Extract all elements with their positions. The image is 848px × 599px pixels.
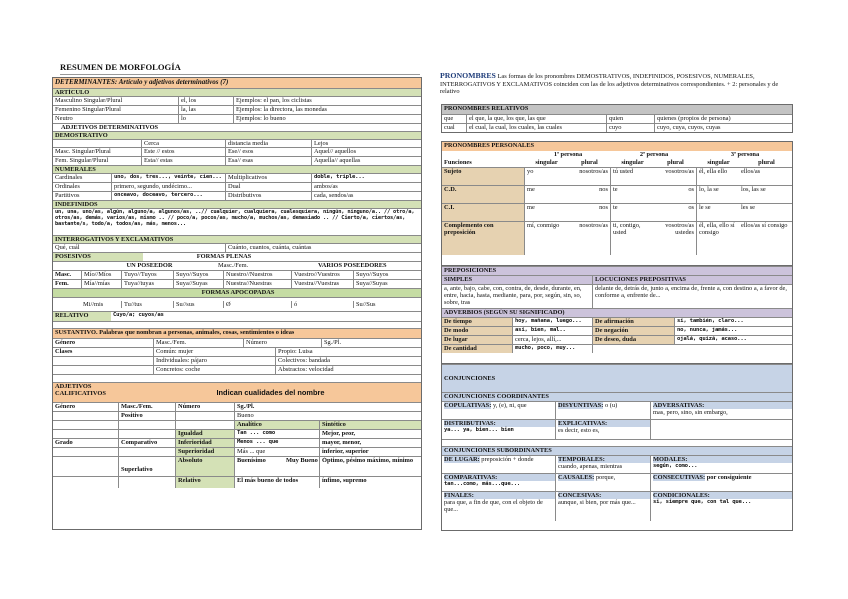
left-column bbox=[52, 77, 422, 530]
subordinantes-row: COMPARATIVAS: tan...como, más...que... CAUSALES: porque, CONSECUTIVAS: por consiguiente bbox=[442, 473, 792, 491]
interrogativos-row: Qué, cuál Cuánto, cuantos, cuánta, cuántas bbox=[53, 243, 421, 252]
numerales-row: Partitivos onceavo, doceavo, tercero... Distributivos cada, sendos/as bbox=[53, 191, 421, 200]
articulo-row: Masculino Singular/Plural el, los Ejemplos: el pan, los ciclistas bbox=[53, 96, 421, 105]
adverbios-row: De cantidad mucho, poco, muy... bbox=[442, 344, 792, 353]
sustantivo-clases-row: Clases Común: mujer Propio: Luisa bbox=[53, 347, 421, 356]
indefinidos-header: INDEFINIDOS bbox=[53, 200, 421, 208]
adverbios-row: De modo así, bien, mal.. De negación no, nunca, jamás... bbox=[442, 326, 792, 335]
apocopadas-row: Mi//mis Tu//tus Su//sus Ø ó Su//Sus bbox=[53, 297, 421, 311]
personales-table bbox=[441, 141, 793, 266]
spacer bbox=[53, 321, 421, 328]
coordinantes-row: COPULATIVAS: y, (e), ni, que DISYUNTIVAS: o (u) ADVERSATIVAS: mas, pero, sino, sin embargo, bbox=[442, 401, 792, 419]
preposiciones-header: PREPOSICIONES bbox=[442, 266, 792, 275]
preposiciones-table bbox=[441, 266, 793, 364]
posesivos-masc-row: Masc. Mío//Míos Tuyo//Tuyos Suyo//Suyos Nuestro//Nuestros Vuestro//Vuestros Suyo//Suyos bbox=[53, 270, 421, 279]
sustantivo-clases-row: Individuales: pájaro Colectivos: bandada bbox=[53, 356, 421, 365]
personales-header: PRONOMBRES PERSONALES bbox=[442, 142, 792, 151]
adverbios-row: De lugar cerca, lejos, allí,... De deseo, duda ojalá, quizá, acaso... bbox=[442, 335, 792, 344]
posesivos-subheader: UN POSEEDOR Masc./Fem. VARIOS POSEEDORES bbox=[53, 261, 421, 270]
articulo-row: Neutro lo Ejemplos: lo bueno bbox=[53, 114, 421, 123]
demostrativo-row: Masc. Singular/Plural Este // estos Ese// esos Aquel// aquellos bbox=[53, 147, 421, 156]
adjetivos-absoluto-row: Superlativo Absoluto Buenísimo Muy Bueno Óptimo, pésimo máximo, mínimo bbox=[53, 456, 421, 476]
adjetivos-igualdad-row: Igualdad Tan ... como Mejor, peor, bbox=[53, 429, 421, 438]
interrogativos-header: INTERROGATIVOS Y EXCLAMATIVOS bbox=[53, 235, 421, 243]
preposiciones-subheader: SIMPLES LOCUCIONES PREPOSITIVAS bbox=[442, 275, 792, 284]
coordinantes-header: CONJUNCIONES COORDINANTES bbox=[442, 392, 792, 401]
numerales-header: NUMERALES bbox=[53, 165, 421, 173]
numerales-row: Ordinales primero, segundo, undécimo... Dual ambos/as bbox=[53, 182, 421, 191]
sustantivo-genero-row: Género Masc./Fem. Número Sg./Pl. bbox=[53, 338, 421, 347]
adjetivos-inferioridad-row: Grado Comparativo Inferioridad Menos ... que mayor, menor, bbox=[53, 438, 421, 447]
personales-person-row: 1ª persona 2ª persona 3ª persona bbox=[553, 151, 760, 158]
relativos-header: PRONOMBRES RELATIVOS bbox=[442, 105, 792, 114]
determinantes-header: DETERMINANTES: Artículo y adjetivos determinativos (7) bbox=[53, 78, 421, 88]
pronombres-title: PRONOMBRES bbox=[440, 71, 496, 80]
adjetivos-positivo-row: Positivo Bueno bbox=[53, 411, 421, 420]
subordinantes-row: DE LUGAR: preposición + donde TEMPORALES: cuando, apenas, mientras MODALES: según, como... bbox=[442, 455, 792, 473]
personales-prep-row: Complemento con preposición mí, conmigo nosotros/as ti, contigo, usted vosotros/as ustedes él, ella, ello sí consigo ellos/as sí consigo bbox=[442, 221, 792, 255]
apocopadas-header: FORMAS APOCOPADAS bbox=[53, 288, 421, 297]
subordinantes-header: CONJUNCIONES SUBORDINANTES bbox=[442, 446, 792, 455]
preposiciones-body: a, ante, bajo, cabe, con, contra, de, desde, durante, en, entre, hacia, hasta, mediante, para, por, según, sin, so, sobre, tras delante de, detrás de, junto a, encima de, frente a, con destino a, a favor de, conforme a, enfrente de... bbox=[442, 284, 792, 308]
relativo-row: RELATIVO Cuyo/a; cuyos/as bbox=[53, 311, 421, 321]
personales-number-row: Funciones singular plural singular plural singular plural bbox=[444, 159, 775, 166]
adjetivos-header: ADJETIVOS CALIFICATIVOS Indican cualidades del nombre bbox=[53, 382, 421, 402]
adjetivos-genero-row: Género Masc./Fem. Número Sg./Pl. bbox=[53, 402, 421, 411]
adverbios-header: ADVERBIOS (SEGÚN SU SIGNIFICADO) bbox=[442, 308, 792, 317]
adjetivos-determinativos-label: ADJETIVOS DETERMINATIVOS bbox=[53, 123, 421, 131]
adverbios-row: De tiempo hoy, mañana, luego... De afirmación sí, también, claro... bbox=[442, 317, 792, 326]
sustantivo-header: SUSTANTIVO. Palabras que nombran a personas, animales, cosas, sentimientos o ideas bbox=[53, 328, 421, 338]
spacer bbox=[442, 439, 792, 446]
sustantivo-clases-row: Concretos: coche Abstractos: velocidad bbox=[53, 365, 421, 374]
posesivos-header: POSESIVOS FORMAS PLENAS bbox=[53, 252, 421, 261]
title-divider bbox=[60, 74, 420, 75]
page-title: RESUMEN DE MORFOLOGÍA bbox=[60, 62, 181, 72]
conjunciones-table bbox=[441, 364, 793, 531]
relativos-row: que el que, la que, los que, las que quien quienes (propios de persona) bbox=[442, 114, 792, 123]
adjetivos-analitico-row: Analítico Sintético bbox=[53, 420, 421, 429]
indefinidos-text: un, una, uno/as, algún, alguno/a, algunos/as, ..// cualquier, cualquiera, cualesquiera, ningún, ninguno/a.. // otro/a, otros/as, demás, varios/as, mismo .. // poco/a, pocos/as, mucho/a, muchos/as, demasiado .. // Cierto/a, ciertos/as, bastante/s, todo/a, todos/as, más, menos... bbox=[53, 208, 421, 235]
adjetivos-relativo-row: Relativo El más bueno de todos ínfimo, supremo bbox=[53, 476, 421, 488]
personales-ci-row: C.I. me nos te os le se les se bbox=[442, 203, 792, 221]
demostrativo-header: DEMOSTRATIVO bbox=[53, 131, 421, 139]
pronombres-intro bbox=[440, 72, 790, 96]
adjetivos-superioridad-row: Superioridad Más ... que inferior, superior bbox=[53, 447, 421, 456]
demostrativo-cols: Cerca distancia media Lejos bbox=[53, 139, 421, 147]
demostrativo-row: Fem. Singular/Plural Esta// estas Esa// esas Aquella// aquellas bbox=[53, 156, 421, 165]
spacer bbox=[53, 374, 421, 382]
numerales-row: Cardinales uno, dos, tres..., veinte, cien... Multiplicativos doble, triple... bbox=[53, 173, 421, 182]
articulo-row: Femenino Singular/Plural la, las Ejemplos: la directora, las monedas bbox=[53, 105, 421, 114]
relativos-row: cual el cual, la cual, los cuales, las cuales cuyo cuyo, cuya, cuyos, cuyas bbox=[442, 123, 792, 132]
personales-cd-row: C.D. me nos te os lo, la se los, las se bbox=[442, 185, 792, 203]
coordinantes-row: DISTRIBUTIVAS: ya... ya, bien... bien EXPLICATIVAS: es decir, esto es, bbox=[442, 419, 792, 439]
subordinantes-row: FINALES: para que, a fin de que, con el objeto de que... CONCESIVAS: aunque, si bien, por más que... CONDICIONALES: si, siempre que, con tal que... bbox=[442, 491, 792, 521]
personales-sujeto-row: Sujeto yo nosotros/as tú usted vosotros/as él, ella ello ellos/as bbox=[442, 167, 792, 185]
articulo-header: ARTÍCULO bbox=[53, 88, 421, 96]
posesivos-fem-row: Fem. Mía//mías Tuya//tuyas Suya//Suyas Nuestra//Nuestras Vuestra//Vuestras Suya//Suyas bbox=[53, 279, 421, 288]
pronombres-text: Las formas de los pronombres DEMOSTRATIVOS, INDEFINIDOS, POSESIVOS, NUMERALES, INTERROGATIVOS Y EXCLAMATIVOS coinciden con las de los adjetivos determinativos correspondientes. + 2: personales y de relativo bbox=[440, 73, 779, 96]
relativos-table bbox=[441, 104, 793, 133]
conjunciones-header: CONJUNCIONES bbox=[442, 364, 792, 392]
